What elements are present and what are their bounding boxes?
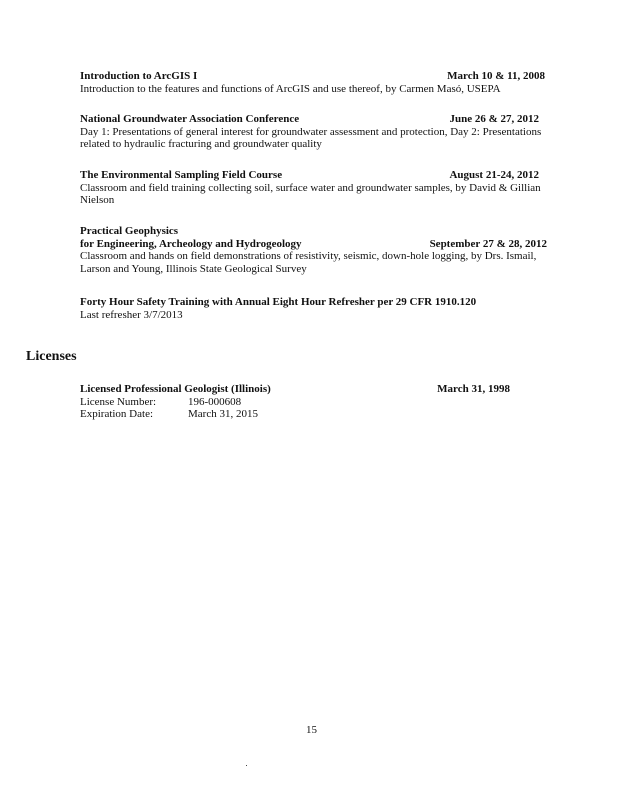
license-number-value: 196-000608	[188, 395, 242, 408]
training-header	[80, 238, 550, 251]
license-expiration-value: March 31, 2015	[188, 408, 258, 420]
license-date: March 31, 1998	[437, 383, 510, 395]
license-number-row	[80, 396, 510, 409]
training-entry-safety	[80, 296, 550, 321]
training-description: Day 1: Presentations of general interest for groundwater assessment and protection, Day 2: Presentations related to hydraulic fracturing and groundwater quality	[80, 125, 542, 150]
training-entry-sampling-course	[80, 169, 550, 207]
training-entry-ngwa-conference	[80, 113, 550, 151]
license-header	[80, 383, 510, 396]
training-title-line2: for Engineering, Archeology and Hydrogeology	[80, 237, 302, 250]
training-title-line1: Practical Geophysics	[80, 225, 179, 237]
training-title: National Groundwater Association Conference	[80, 113, 300, 125]
training-description: Introduction to the features and functions of ArcGIS and use thereof, by Carmen Masó, USEPA	[80, 82, 501, 95]
training-date: September 27 & 28, 2012	[429, 237, 547, 250]
training-title: Introduction to ArcGIS I	[80, 70, 198, 82]
training-date: March 10 & 11, 2008	[447, 70, 545, 82]
training-header	[80, 70, 550, 83]
training-date: August 21-24, 2012	[449, 169, 539, 181]
training-title: The Environmental Sampling Field Course	[80, 169, 283, 181]
training-description: Last refresher 3/7/2013	[80, 308, 183, 321]
training-header	[80, 169, 550, 182]
training-date: June 26 & 27, 2012	[449, 113, 539, 125]
training-header	[80, 113, 550, 126]
license-expiration-row	[80, 408, 510, 421]
license-number-label: License Number:	[80, 395, 157, 408]
training-description: Classroom and field training collecting soil, surface water and groundwater samples, by David & Gillian Nielson	[80, 181, 541, 206]
scan-speck	[246, 765, 247, 766]
license-title: Licensed Professional Geologist (Illinois)	[80, 383, 271, 395]
page-number: 15	[306, 724, 317, 736]
license-expiration-label: Expiration Date:	[80, 408, 154, 420]
license-entry	[80, 383, 510, 421]
training-entry-arcgis	[80, 70, 550, 95]
training-title: Forty Hour Safety Training with Annual Eight Hour Refresher per 29 CFR 1910.120	[80, 296, 477, 308]
training-description: Classroom and hands on field demonstrations of resistivity, seismic, down-hole logging, by Drs. Ismail, Larson and Young, Illinois State Geological Survey	[80, 250, 537, 275]
section-heading-licenses: Licenses	[26, 349, 77, 364]
training-entry-geophysics	[80, 225, 550, 275]
